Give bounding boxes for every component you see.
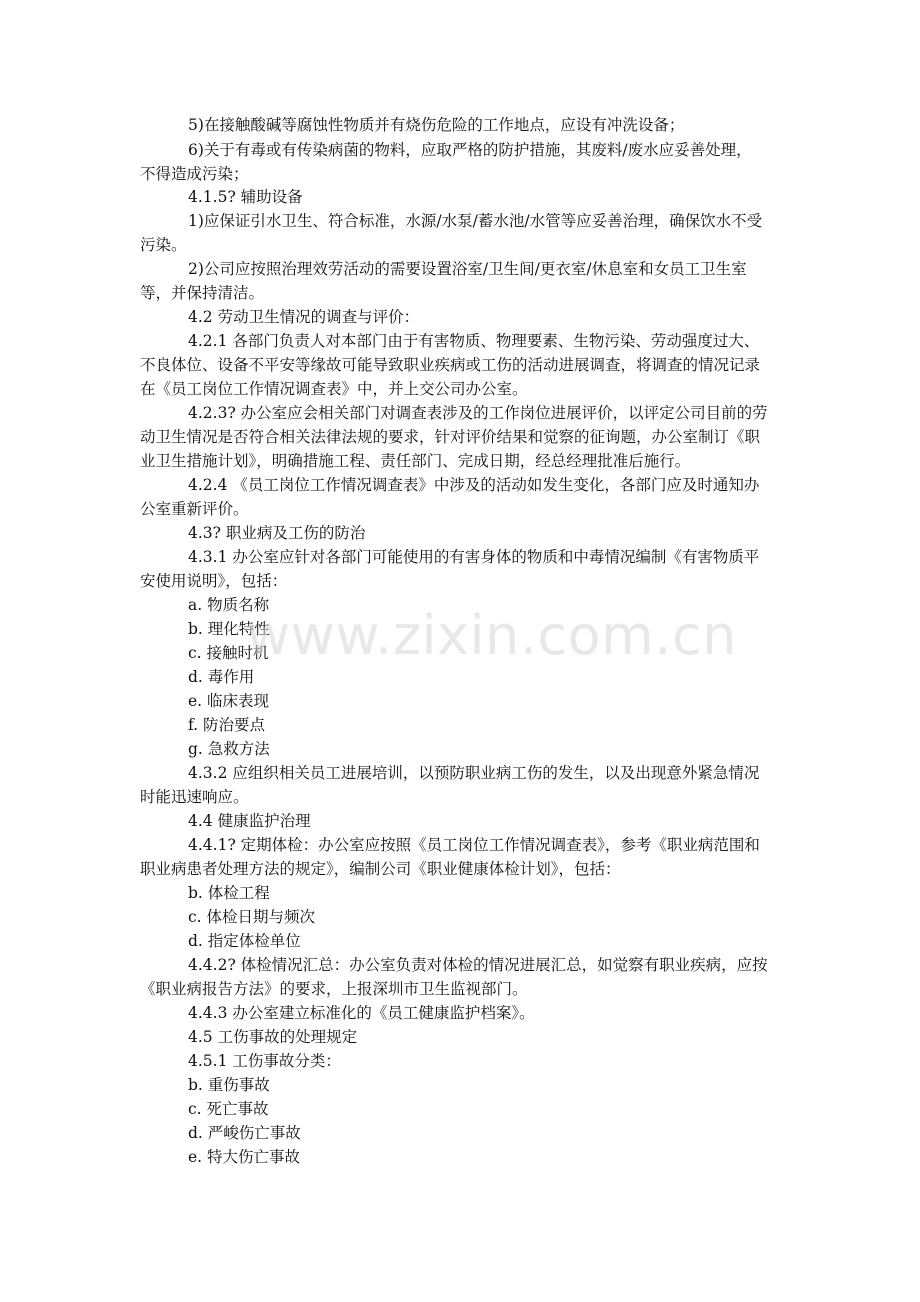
text-line: 业卫生措施计划》，明确措施工程、责任部门、完成日期，经总经理批准后施行。 xyxy=(140,452,691,470)
text-line: 4.3.2 应组织相关员工进展培训，以预防职业病工伤的发生，以及出现意外紧急情况 xyxy=(188,764,760,782)
section-heading: 4.3? 职业病及工伤的防治 xyxy=(188,524,366,542)
watermark: www.zixin.com.cn xyxy=(246,604,737,667)
list-item: f. 防治要点 xyxy=(188,716,266,734)
text-line: 4.2.3? 办公室应会相关部门对调查表涉及的工作岗位进展评价，以评定公司目前的劳 xyxy=(188,404,768,422)
text-line: 《职业病报告方法》的要求，上报深圳市卫生监视部门。 xyxy=(140,980,528,998)
list-item: g. 急救方法 xyxy=(188,740,270,758)
text-line: 时能迅速响应。 xyxy=(140,788,249,806)
text-line: 安使用说明》，包括： xyxy=(140,572,288,590)
list-item: b. 体检工程 xyxy=(188,884,270,902)
list-item: d. 毒作用 xyxy=(188,668,255,686)
list-item: e. 特大伤亡事故 xyxy=(188,1148,301,1166)
list-item: d. 指定体检单位 xyxy=(188,932,301,950)
section-heading: 4.2 劳动卫生情况的调查与评价： xyxy=(188,308,420,326)
list-item: c. 体检日期与频次 xyxy=(188,908,316,926)
text-line: 5)在接触酸碱等腐蚀性物质并有烧伤危险的工作地点，应设有冲洗设备； xyxy=(188,116,685,134)
section-heading: 4.1.5? 辅助设备 xyxy=(188,188,303,206)
list-item: e. 临床表现 xyxy=(188,692,270,710)
text-line: 在《员工岗位工作情况调查表》中，并上交公司办公室。 xyxy=(140,380,528,398)
text-line: 4.4.3 办公室建立标准化的《员工健康监护档案》。 xyxy=(188,1004,535,1022)
list-item: b. 重伤事故 xyxy=(188,1076,270,1094)
text-line: 公室重新评价。 xyxy=(140,500,249,518)
text-line: 不良体位、设备不平安等缘故可能导致职业疾病或工伤的活动进展调查，将调查的情况记录 xyxy=(140,356,761,374)
list-item: c. 接触时机 xyxy=(188,644,269,662)
text-line: 动卫生情况是否符合相关法律法规的要求，针对评价结果和觉察的征询题，办公室制订《职 xyxy=(140,428,761,446)
list-item: d. 严峻伤亡事故 xyxy=(188,1124,301,1142)
text-line: 4.3.1 办公室应针对各部门可能使用的有害身体的物质和中毒情况编制《有害物质平 xyxy=(188,548,760,566)
list-item: a. 物质名称 xyxy=(188,596,270,614)
section-heading: 4.4 健康监护治理 xyxy=(188,812,311,830)
section-heading: 4.5 工伤事故的处理规定 xyxy=(188,1028,358,1046)
text-line: 污染。 xyxy=(140,236,187,254)
text-line: 2)公司应按照治理效劳活动的需要设置浴室/卫生间/更衣室/休息室和女员工卫生室 xyxy=(188,260,747,278)
text-line: 1)应保证引水卫生、符合标准，水源/水泵/蓄水池/水管等应妥善治理，确保饮水不受 xyxy=(188,212,763,230)
text-line: 4.5.1 工伤事故分类： xyxy=(188,1052,341,1070)
text-line: 6)关于有毒或有传染病菌的物料，应取严格的防护措施，其废料/废水应妥善处理， xyxy=(188,141,752,159)
text-line: 职业病患者处理方法的规定》，编制公司《职业健康体检计划》，包括： xyxy=(140,860,621,878)
text-line: 等，并保持清洁。 xyxy=(140,284,265,302)
list-item: c. 死亡事故 xyxy=(188,1100,269,1118)
list-item: b. 理化特性 xyxy=(188,620,270,638)
text-line: 4.4.2? 体检情况汇总：办公室负责对体检的情况进展汇总，如觉察有职业疾病，应按 xyxy=(188,956,768,974)
text-line: 不得造成污染； xyxy=(140,165,249,183)
text-line: 4.2.4 《员工岗位工作情况调查表》中涉及的活动如发生变化，各部门应及时通知办 xyxy=(188,476,760,494)
text-line: 4.4.1? 定期体检：办公室应按照《员工岗位工作情况调查表》，参考《职业病范围和 xyxy=(188,836,760,854)
text-line: 4.2.1 各部门负责人对本部门由于有害物质、物理要素、生物污染、劳动强度过大、 xyxy=(188,332,760,350)
